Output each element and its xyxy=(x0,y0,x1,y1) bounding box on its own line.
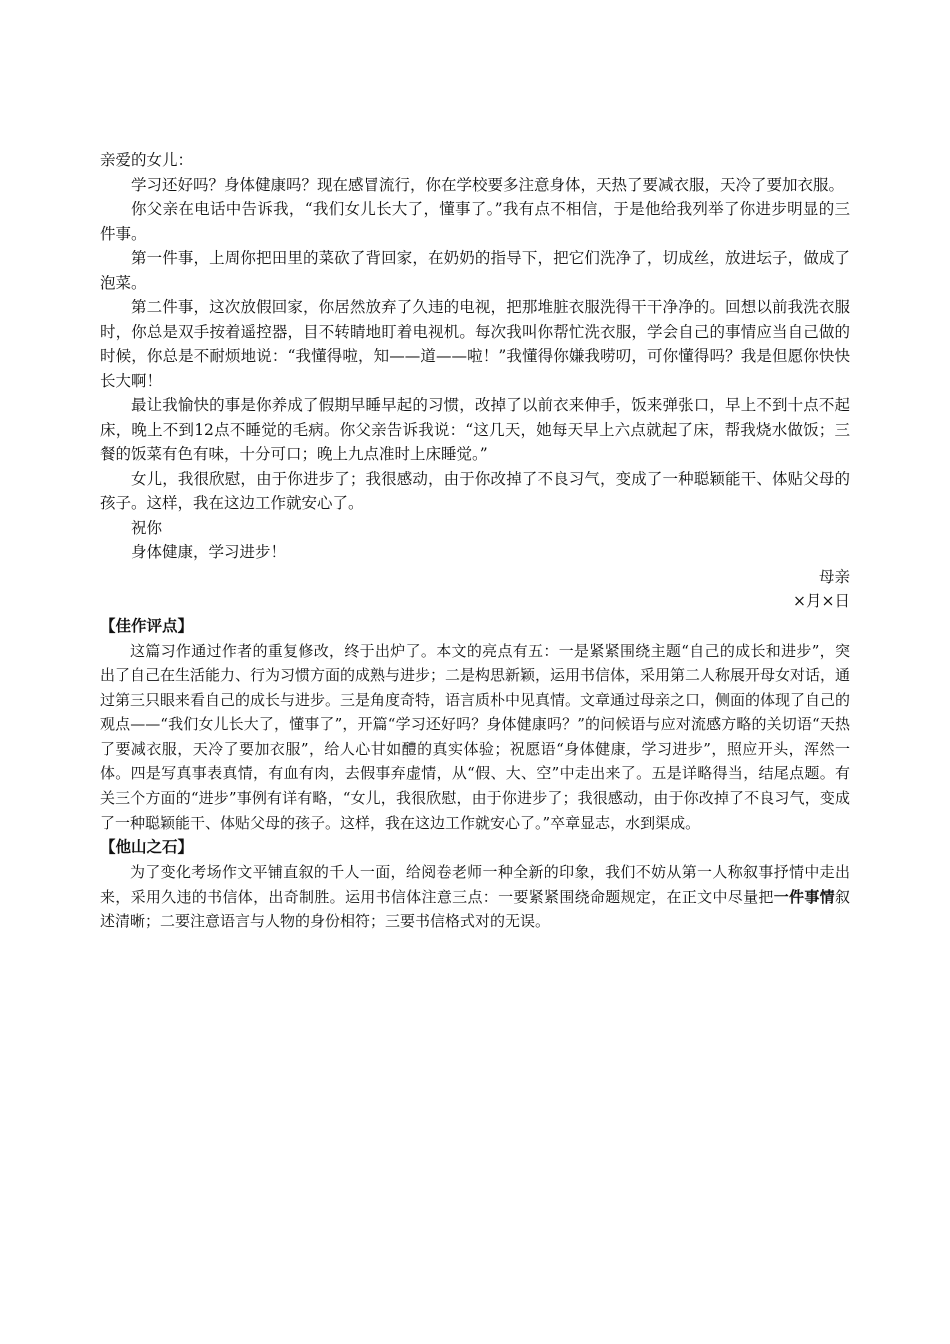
commentary-text: 这篇习作通过作者的重复修改，终于出炉了。本文的亮点有五：一是紧紧围绕主题“自己的成长和进步”，突出了自己在生活能力、行为习惯方面的成熟与进步；二是构思新颖，运用书信体，采用第二人称展开母女对话，通过第三只眼来看自己的成长与进步。三是角度奇特，语言质朴中见真情。文章通过母亲之口，侧面的体现了自己的观点——“我们女儿长大了，懂事了”，开篇“学习还好吗？身体健康吗？”的问候语与应对流感方略的关切语“天热了要减衣服，天冷了要加衣服”，给人心甘如醴的真实体验；祝愿语“身体健康，学习进步”，照应开头，浑然一体。四是写真事表真情，有血有肉，去假事弃虚情，从“假、大、空”中走出来了。五是详略得当，结尾点题。有关三个方面的“进步”事例有详有略，“女儿，我很欣慰，由于你进步了；我很感动，由于你改掉了不良习气，变成了一种聪颖能干、体贴父母的孩子。这样，我在这边工作就安心了。”卒章显志，水到渠成。 xyxy=(100,641,851,832)
letter-closing: 祝你 xyxy=(131,518,163,537)
advice-heading: 【他山之石】 xyxy=(100,838,194,857)
letter-paragraph: 女儿，我很欣慰，由于你进步了；我很感动，由于你改掉了不良习气，变成了一种聪颖能干、体贴父母的孩子。这样，我在这边工作就安心了。 xyxy=(100,469,850,512)
document-page xyxy=(100,148,850,934)
commentary-heading: 【佳作评点】 xyxy=(100,616,194,635)
letter-paragraph: 第二件事，这次放假回家，你居然放弃了久违的电视，把那堆脏衣服洗得干干净净的。回想以前我洗衣服时，你总是双手按着遥控器，目不转睛地盯着电视机。每次我叫你帮忙洗衣服，学会自己的事情应当自己做的时候，你总是不耐烦地说：“我懂得啦，知——道——啦！”我懂得你嫌我唠叨，可你懂得吗？我是但愿你快快长大啊！ xyxy=(100,298,850,390)
advice-text xyxy=(100,860,850,934)
letter-signature: 母亲 xyxy=(818,567,850,586)
letter-paragraph: 你父亲在电话中告诉我，“我们女儿长大了，懂事了。”我有点不相信，于是他给我列举了你进步明显的三件事。 xyxy=(100,200,850,243)
advice-text-part: 叙述清晰；二要注意语言与人物的身份相符；三要书信格式对的无误。 xyxy=(100,887,850,931)
letter-paragraph: 最让我愉快的事是你养成了假期早睡早起的习惯，改掉了以前衣来伸手，饭来弹张口，早上不到十点不起床，晚上不到12点不睡觉的毛病。你父亲告诉我说：“这几天，她每天早上六点就起了床，帮我烧水做饭；三餐的饭菜有色有味，十分可口；晚上九点准时上床睡觉。” xyxy=(100,396,850,463)
commentary-section xyxy=(100,639,850,836)
letter-paragraph: 第一件事，上周你把田里的菜砍了背回家，在奶奶的指导下，把它们洗净了，切成丝，放进坛子，做成了泡菜。 xyxy=(100,249,850,292)
letter xyxy=(100,148,850,614)
letter-date: ×月×日 xyxy=(793,592,850,610)
letter-closing-wish: 身体健康，学习进步！ xyxy=(131,543,287,561)
advice-text-part: 为了变化考场作文平铺直叙的千人一面，给阅卷老师一种全新的印象，我们不妨从第一人称叙事抒情中走出来，采用久违的书信体，出奇制胜。运用书信体注意三点：一要紧紧围绕命题规定，在正文中尽量把 xyxy=(100,863,850,906)
letter-salutation: 亲爱的女儿： xyxy=(100,151,194,169)
advice-text-emphasis: 一件事情 xyxy=(773,887,835,906)
advice-section xyxy=(100,860,850,934)
letter-paragraph: 学习还好吗？身体健康吗？现在感冒流行，你在学校要多注意身体，天热了要减衣服，天冷了要加衣服。 xyxy=(131,175,845,194)
